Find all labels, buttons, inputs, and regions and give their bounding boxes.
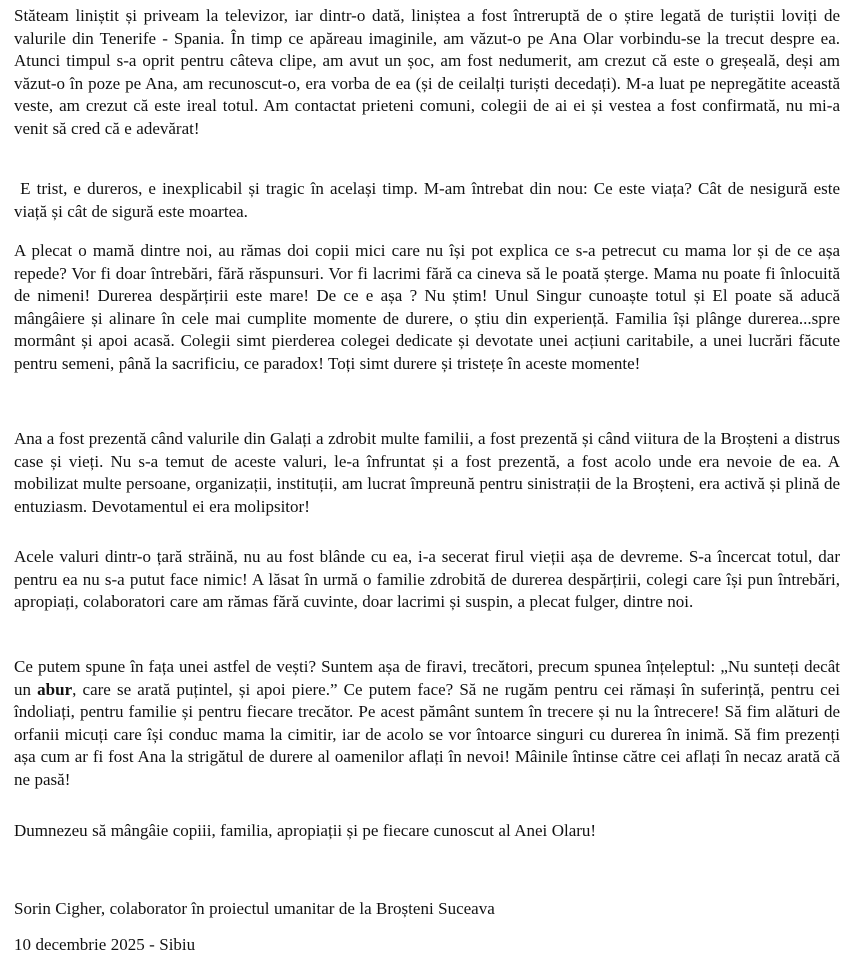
paragraph-7: Dumnezeu să mângâie copiii, familia, apropiații și pe fiecare cunoscut al Anei Olaru! <box>14 821 597 840</box>
paragraph-2 <box>14 178 840 223</box>
paragraph-4: Ana a fost prezentă când valurile din Galați a zdrobit multe familii, a fost prezentă și când viitura de la Broșteni a distrus case și vieți. Nu s-a temut de aceste valuri, le-a înfruntat și a fost prezentă, a fost acolo unde era nevoie de ea. A mobilizat multe persoane, organizații, instituții, am lucrat împreună pentru sinistrații de la Broșteni, era activă și plină de entuziasm. Devotamentul ei era molipsitor! <box>14 429 840 516</box>
paragraph-2-text: E trist, e dureros, e inexplicabil și tragic în același timp. M-am întrebat din nou: Ce este viața? Cât de nesigură este viață și cât de sigură este moartea. <box>14 179 841 221</box>
paragraph-1: Stăteam liniștit și priveam la televizor, iar dintr-o dată, liniștea a fost întreruptă de o știre legată de turiștii loviți de valurile din Tenerife - Spania. În timp ce apăreau imaginile, am văzut-o pe Ana Olar vorbindu-se la trecut despre ea. Atunci timpul s-a oprit pentru câteva clipe, am avut un șoc, am fost nedumerit, am crezut că este o greșeală, deși am văzut-o în poze pe Ana, am recunoscut-o, era vorba de ea (și de ceilalți turiști decedați). M-a luat pe nepregătite această veste, am crezut că este ireal totul. Am contactat prieteni comuni, colegii de ai ei și vestea a fost confirmată, nu mi-a venit să cred că e adevărat! <box>14 6 840 138</box>
paragraph-5: Acele valuri dintr-o țară străină, nu au fost blânde cu ea, i-a secerat firul vieții așa de devreme. S-a încercat totul, dar pentru ea nu s-a putut face nimic! A lăsat în urmă o familie zdrobită de durerea despărțirii, colegi care își pun întrebări, apropiați, colaboratori care am rămas fără cuvinte, doar lacrimi și suspin, a plecat fulger, dintre noi. <box>14 547 840 612</box>
emphasized-word: abur <box>37 679 73 699</box>
paragraph-6 <box>14 656 840 792</box>
signature-line: Sorin Cigher, colaborator în proiectul umanitar de la Broșteni Suceava <box>14 899 495 918</box>
date-line: 10 decembrie 2025 - Sibiu <box>14 935 196 954</box>
paragraph-6-end: , care se arată puțintel, și apoi piere.” Ce putem face? Să ne rugăm pentru cei rămași în suferință, pentru cei îndoliați, pentru familie și pentru fiecare trecător. Pe acest pământ suntem în trecere și nu la întrecere! Să fim alături de orfanii micuți care își conduc mama la cimitir, iar de acolo se vor întoarce singuri cu durerea în inimă. Să fim prezenți așa cum ar fi fost Ana la strigătul de durere al oamenilor aflați în nevoi! Mâinile întinse către cei aflați în necaz arată că ne pasă! <box>14 679 840 789</box>
paragraph-3: A plecat o mamă dintre noi, au rămas doi copii mici care nu își pot explica ce s-a petrecut cu mama lor și de ce așa repede? Vor fi doar întrebări, fără răspunsuri. Vor fi lacrimi fără ca cineva să le poată șterge. Mama nu poate fi înlocuită de nimeni! Durerea despărțirii este mare! De ce e așa ? Nu știm! Unul Singur cunoaște totul și El poate să aducă mângâiere și alinare în cele mai cumplite momente de durere, o știu din experiență. Familia își plânge durerea...spre mormânt și apoi acasă. Colegii simt pierderea colegei dedicate și devotate unei acțiuni caritabile, a unei lucrări făcute pentru semeni, până la sacrificiu, ce paradox! Toți simt durere și tristețe în aceste momente! <box>14 241 840 373</box>
paragraph-6-start: Ce putem spune în fața unei astfel de vești? Suntem așa de firavi, trecători, precum spunea înțeleptul: „Nu sunteți decât un <box>14 657 840 699</box>
